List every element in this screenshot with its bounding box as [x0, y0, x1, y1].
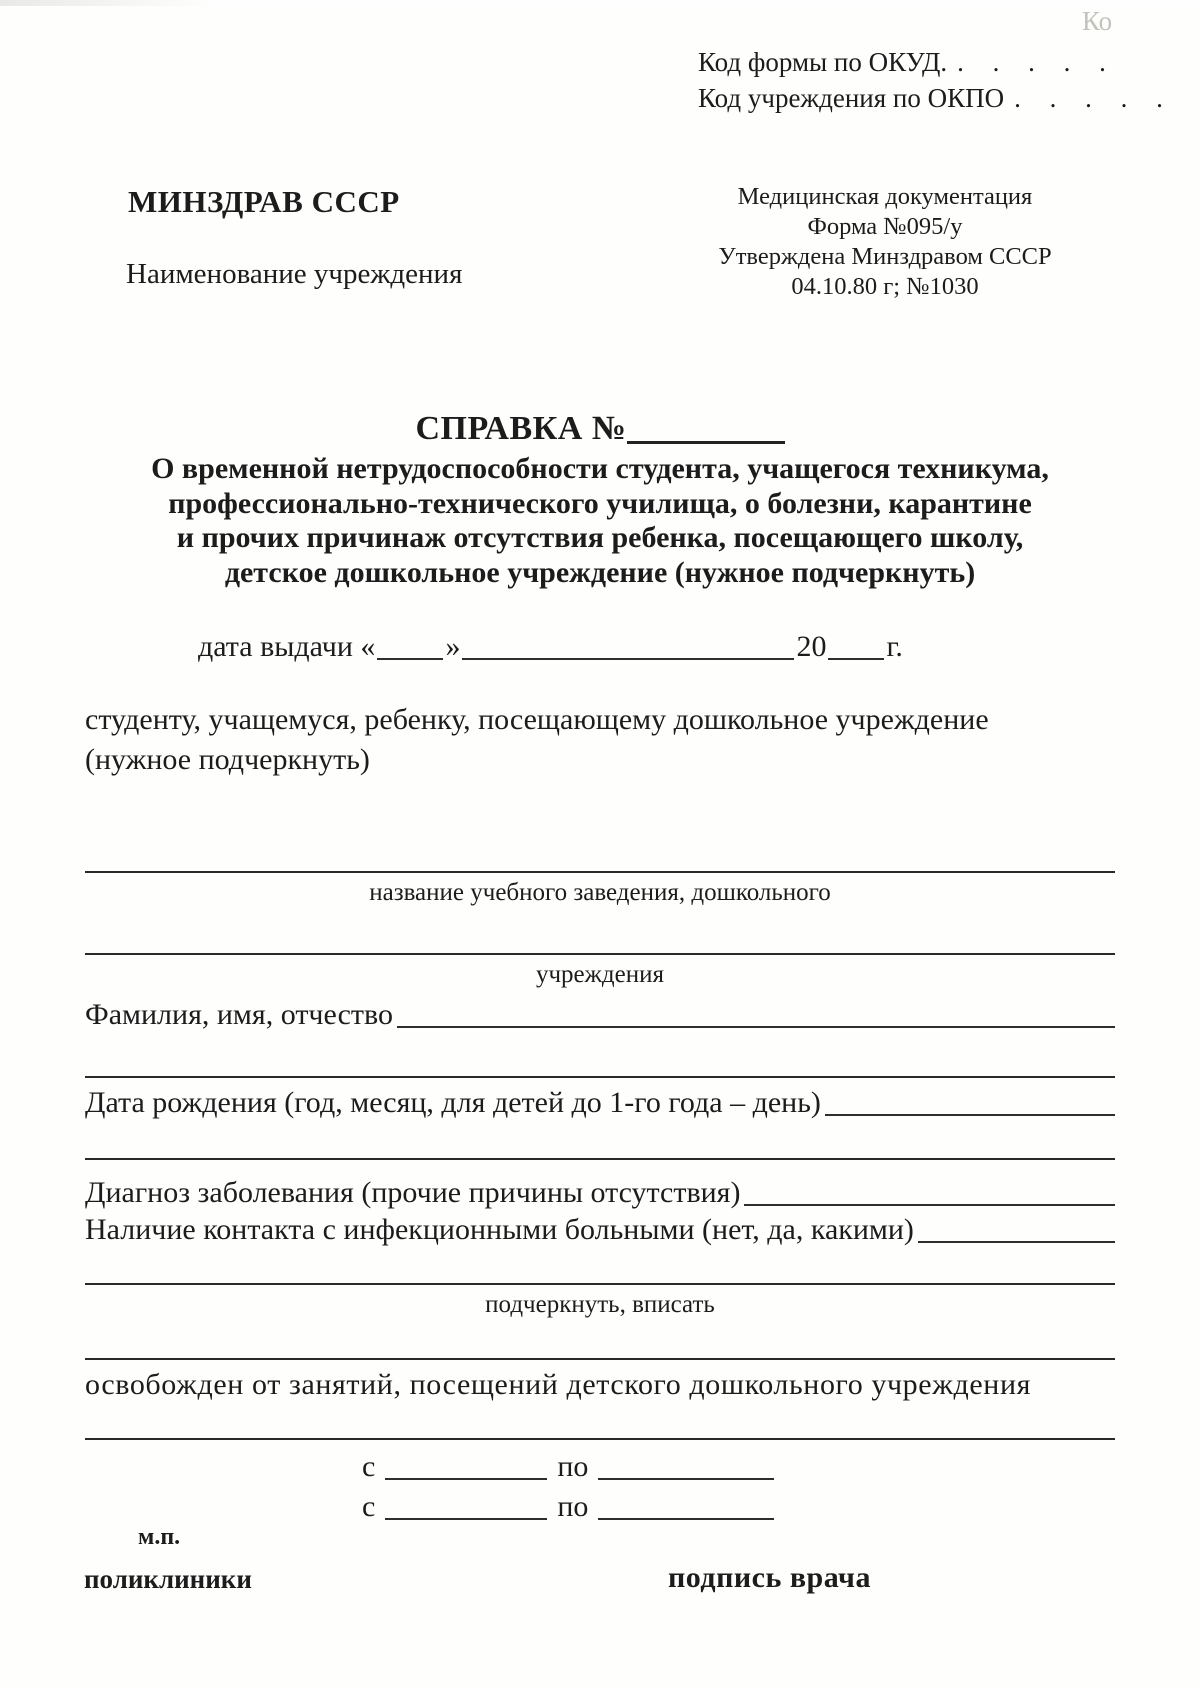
released-top-line [85, 1358, 1115, 1360]
released-label: освобожден от занятий, посещений детского дошкольного учреждения [85, 1368, 1032, 1401]
form-subtitle [0, 452, 1200, 590]
recipient-paragraph [85, 700, 1125, 780]
infection-contact-label: Наличие контакта с инфекционными больными (нет, да, какими) [85, 1213, 914, 1246]
form-codes-block [698, 44, 1174, 116]
issue-date-quote-close: » [445, 630, 461, 663]
birth-date-blank [825, 1114, 1115, 1116]
released-bottom-line [85, 1438, 1115, 1440]
recipient-line-1: студенту, учащемуся, ребенку, посещающему дошкольное учреждение [85, 703, 989, 736]
okpo-code-label: Код учреждения по ОКПО [698, 83, 1005, 113]
subtitle-line-2: профессионально-технического училища, о болезни, карантине [168, 486, 1032, 520]
diagnosis-row [85, 1176, 1115, 1210]
birth-date-row [85, 1086, 1115, 1120]
issue-day-blank [377, 658, 443, 660]
from-label-2: с [362, 1490, 376, 1523]
from-date-blank-1 [385, 1478, 547, 1480]
form-title: СПРАВКА № [415, 410, 627, 447]
issue-month-blank [462, 658, 794, 660]
infection-contact-blank [918, 1241, 1115, 1243]
form-title-row [0, 410, 1200, 448]
stamp-abbr: м.п. [138, 1524, 181, 1550]
to-date-blank-1 [598, 1478, 774, 1480]
recipient-line-2: (нужное подчеркнуть) [85, 743, 370, 776]
from-label-1: с [362, 1450, 376, 1483]
okud-code-dots: . . . . . [957, 47, 1117, 77]
institution-caption-line1: название учебного заведения, дошкольного [369, 879, 831, 906]
doctor-signature-label: подпись врача [668, 1561, 871, 1594]
doc-info-line2: Форма №095/у [807, 213, 963, 240]
doc-info-line1: Медицинская документация [737, 183, 1033, 210]
full-name-blank [397, 1026, 1115, 1028]
birth-date-label: Дата рождения (год, месяц, для детей до 1-го года – день) [85, 1086, 821, 1119]
okud-code-line [698, 44, 1174, 80]
full-name-label: Фамилия, имя, отчество [85, 998, 393, 1031]
institution-write-line-1 [85, 871, 1115, 873]
subtitle-line-4: детское дошкольное учреждение (нужное подчеркнуть) [224, 555, 976, 589]
diagnosis-blank [744, 1204, 1115, 1206]
issue-year-century: 20 [796, 630, 827, 663]
okpo-code-dots: . . . . . [1014, 83, 1174, 113]
scan-edge-artifact [0, 0, 1200, 6]
subtitle-line-3: и прочих причинаж отсутствия ребенка, посещающего школу, [176, 521, 1024, 554]
institution-name-label: Наименование учреждения [126, 258, 463, 290]
full-name-row [85, 998, 1115, 1032]
issue-date-line [198, 630, 958, 664]
institution-caption-line2: учреждения [535, 961, 664, 988]
okud-code-label: Код формы по ОКУД. [698, 47, 948, 77]
to-label-1: по [557, 1450, 589, 1483]
institution-write-line-2 [85, 953, 1115, 955]
diagnosis-label: Диагноз заболевания (прочие причины отсутствия) [85, 1176, 741, 1209]
to-date-blank-2 [598, 1518, 774, 1520]
contact-overflow-line [85, 1283, 1115, 1285]
stamp-place-label: поликлиники [84, 1564, 252, 1594]
okpo-code-line [698, 80, 1174, 116]
infection-contact-row [85, 1213, 1115, 1247]
ministry-name: МИНЗДРАВ СССР [128, 184, 400, 219]
doc-info-block [680, 182, 1090, 302]
issue-date-label: дата выдачи « [198, 630, 376, 663]
scan-bleed-artifact: Ко [1082, 6, 1113, 36]
date-range-row-2 [362, 1490, 784, 1524]
birth-date-overflow-line [85, 1158, 1115, 1160]
to-label-2: по [557, 1490, 589, 1523]
subtitle-line-1: О временной нетрудоспособности студента, учащегося техникума, [151, 452, 1049, 485]
issue-year-blank [828, 658, 884, 660]
doc-info-line4: 04.10.80 г; №1030 [791, 273, 979, 300]
full-name-overflow-line [85, 1076, 1115, 1078]
underline-instruction-caption: подчеркнуть, вписать [485, 1291, 715, 1318]
doc-info-line3: Утверждена Минздравом СССР [718, 243, 1052, 270]
date-range-row-1 [362, 1450, 784, 1484]
certificate-number-blank [627, 441, 785, 444]
from-date-blank-2 [385, 1518, 547, 1520]
issue-year-suffix: г. [886, 630, 903, 663]
